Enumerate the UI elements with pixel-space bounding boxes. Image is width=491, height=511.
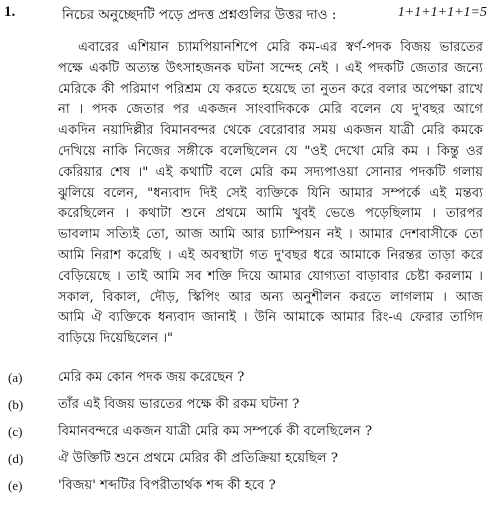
passage-line: দেখিয়ে নাকি নিজের সঙ্গীকে বলেছিলেন যে "ওই দেখো মেরি কম । কিন্তু ওর: [58, 143, 483, 159]
sub-question-label: (e): [8, 478, 23, 493]
sub-question-text: মেরি কম কোন পদক জয় করেছেন ?: [58, 370, 245, 385]
passage-line: না । পদক জেতার পর একজন সাংবাদিককে মেরি বলেন যে দু'বছর আগে: [58, 102, 483, 118]
marks-allocation: 1+1+1+1+1=5: [397, 5, 487, 20]
passage-line: একদিন নয়াদিল্লীর বিমানবন্দর থেকে বেরোবার সময় একজন যাত্রী মেরি কমকে: [58, 123, 483, 139]
passage-line: ঝুলিয়ে বলেন, "ধন্যবাদ দিই সেই ব্যক্তিকে যিনি আমার সম্পর্কে এই মন্তব্য: [58, 185, 483, 201]
sub-question: [8, 368, 486, 395]
sub-question: [8, 449, 486, 476]
passage-line: করেছিলেন । কথাটা শুনে প্রথমে আমি খুবই ভেঙে পড়েছিলাম । তারপর: [58, 206, 483, 222]
passage-line: পক্ষে একটি অত্যন্ত উৎসাহজনক ঘটনা সন্দেহ নেই । এই পদকটি জেতার জন্যে: [58, 60, 483, 76]
sub-question-label: (a): [8, 370, 23, 385]
sub-question-list: [8, 368, 486, 503]
passage-line: এবারের এশিয়ান চ্যামপিয়ানশিপে মেরি কম-এর স্বর্ণ-পদক বিজয় ভারতের: [78, 40, 483, 55]
sub-question-label: (c): [8, 424, 23, 439]
sub-question-text: তাঁর এই বিজয় ভারতের পক্ষে কী রকম ঘটনা ?: [58, 397, 300, 412]
passage-line: ভাবলাম সত্যিই তো, আজ আমি আর চ্যাম্পিয়ন নই । আমার দেশবাসীকে তো: [58, 227, 483, 243]
question-instruction: নিচের অনুচ্ছেদটি পড়ে প্রদত্ত প্রশ্নগুলির উত্তর দাও :: [62, 7, 337, 23]
passage-line: কেরিয়ার শেষ ।" এই কথাটি বলে মেরি কম সদ্যপাওয়া সোনার পদকটি গলায়: [58, 164, 483, 180]
sub-question: [8, 476, 486, 503]
question-number: 1.: [4, 4, 16, 20]
sub-question-text: বিমানবন্দরে একজন যাত্রী মেরি কম সম্পর্কে কী বলেছিলেন ?: [58, 424, 373, 439]
passage-line: বেড়িয়েছে । তাই আমি সব শক্তি দিয়ে আমার যোগ্যতা বাড়াবার চেষ্টা করলাম ।: [58, 268, 483, 284]
passage-line: সকাল, বিকাল, দৌড়, স্কিপিং আর অন্য অনুশীলন করতে লাগলাম । আজ: [58, 289, 483, 305]
sub-question: [8, 422, 486, 449]
passage: [58, 38, 483, 350]
sub-question-label: (d): [8, 451, 24, 466]
passage-line: আমি নিরাশ করেছি । এই অবস্থাটা গত দু'বছর ধরে আমাকে নিরন্তর তাড়া করে: [58, 247, 483, 263]
passage-line: মেরিকে কী পরিমাণ পরিশ্রম যে করতে হয়েছে তা নুতন করে বলার অপেক্ষা রাখে: [58, 81, 483, 97]
passage-line: বাড়িয়ে দিয়েছিলেন ।": [58, 331, 174, 347]
sub-question-text: ঐ উক্তিটি শুনে প্রথমে মেরির কী প্রতিক্রিয়া হয়েছিল ?: [58, 451, 338, 466]
question-header: [4, 4, 487, 26]
passage-line: আমি ঐ ব্যক্তিকে ধন্যবাদ জানাই । উনি আমাকে আমার রিং-এ ফেরার তাগিদ: [58, 310, 483, 326]
sub-question-label: (b): [8, 397, 24, 412]
sub-question: [8, 395, 486, 422]
sub-question-text: 'বিজয়' শব্দটির বিপরীতার্থক শব্দ কী হবে ?: [58, 478, 276, 493]
